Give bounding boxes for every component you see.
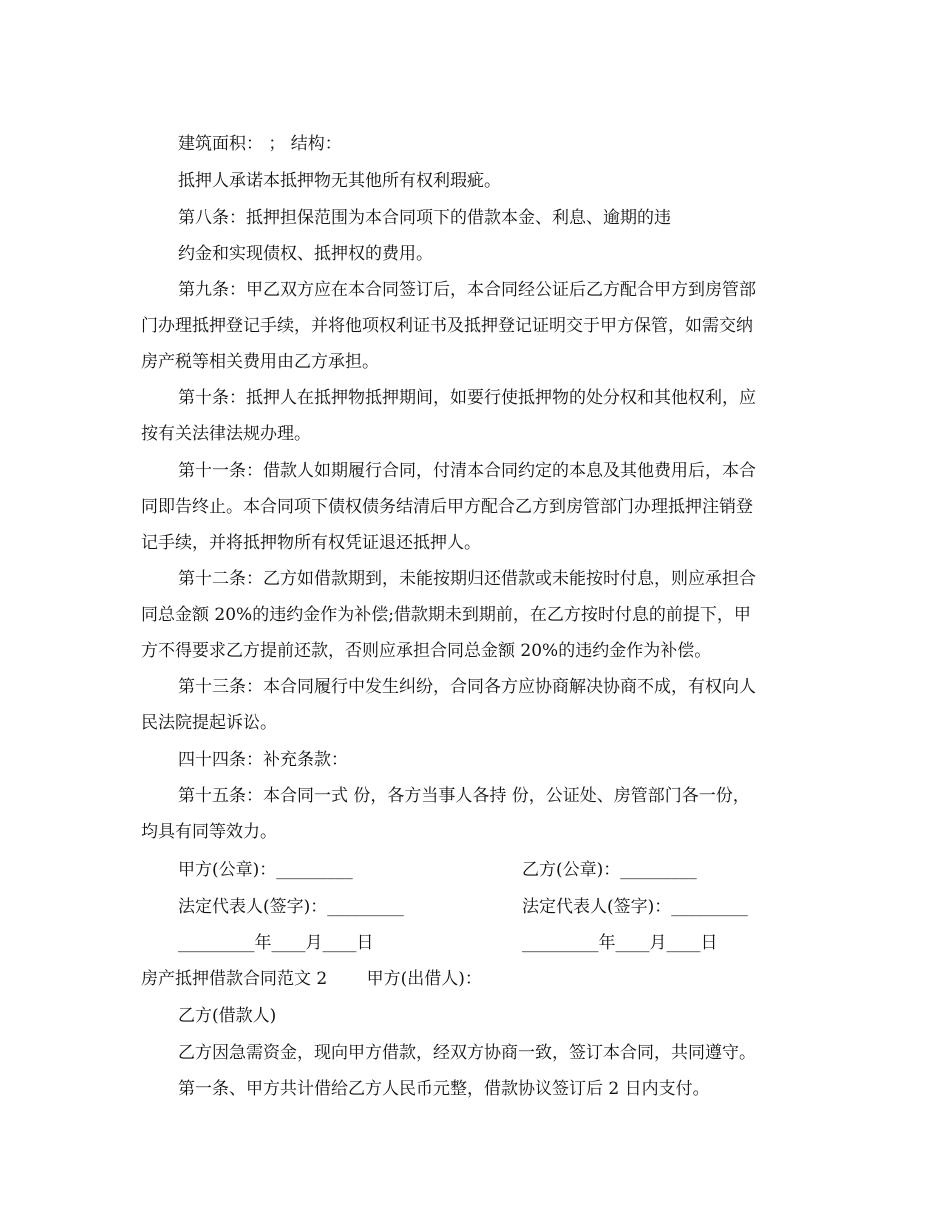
paragraph-line: 记手续，并将抵押物所有权凭证退还抵押人。 — [141, 533, 481, 553]
paragraph-line: 门办理抵押登记手续，并将他项权利证书及抵押登记证明交于甲方保管，如需交纳 — [141, 316, 753, 336]
article-10-line: 第十条：抵押人在抵押物抵押期间，如要行使抵押物的处分权和其他权利，应 — [178, 388, 756, 408]
party-a-seal: 甲方(公章)：_________ — [178, 860, 353, 880]
article-9-line: 第九条：甲乙双方应在本合同签订后，本合同经公证后乙方配合甲方到房管部 — [178, 280, 756, 300]
borrower-line: 乙方(借款人) — [178, 1006, 277, 1026]
paragraph-line: 方不得要求乙方提前还款，否则应承担合同总金额 20%的违约金作为补偿。 — [141, 641, 712, 661]
article-11-line: 第十一条：借款人如期履行合同，付清本合同约定的本息及其他费用后，本合 — [178, 461, 756, 481]
paragraph-line: 抵押人承诺本抵押物无其他所有权利瑕疵。 — [178, 171, 501, 191]
party-b-representative: 法定代表人(签字)：_________ — [522, 897, 748, 917]
article-1-line: 第一条、甲方共计借给乙方人民币元整，借款协议签订后 2 日内支付。 — [178, 1079, 710, 1099]
intro-line: 乙方因急需资金，现向甲方借款，经双方协商一致，签订本合同，共同遵守。 — [178, 1043, 756, 1063]
article-8-line: 第八条：抵押担保范围为本合同项下的借款本金、利息、逾期的违 — [178, 208, 671, 228]
building-area-line: 建筑面积： ； 结构： — [178, 134, 342, 154]
article-13-line: 第十三条：本合同履行中发生纠纷，合同各方应协商解决协商不成，有权向人 — [178, 677, 756, 697]
paragraph-line: 按有关法律法规办理。 — [141, 424, 311, 444]
paragraph-line: 民法院提起诉讼。 — [141, 713, 277, 733]
paragraph-line: 房产税等相关费用由乙方承担。 — [141, 352, 379, 372]
paragraph-line: 均具有同等效力。 — [141, 822, 277, 842]
second-contract-title: 房产抵押借款合同范文 2 甲方(出借人)： — [141, 969, 482, 989]
party-b-date: _________年____月____日 — [522, 933, 718, 953]
article-12-line: 第十二条：乙方如借款期到，未能按期归还借款或未能按时付息，则应承担合 — [178, 569, 756, 589]
paragraph-line: 约金和实现债权、抵押权的费用。 — [178, 244, 433, 264]
article-15-line: 第十五条：本合同一式 份，各方当事人各持 份，公证处、房管部门各一份， — [178, 786, 750, 806]
paragraph-line: 同即告终止。本合同项下债权债务结清后甲方配合乙方到房管部门办理抵押注销登 — [141, 497, 753, 517]
paragraph-line: 同总金额 20%的违约金作为补偿;借款期未到期前，在乙方按时付息的前提下，甲 — [141, 605, 751, 625]
party-b-seal: 乙方(公章)：_________ — [522, 860, 697, 880]
article-14-line: 四十四条：补充条款： — [178, 750, 348, 770]
party-a-date: _________年____月____日 — [178, 933, 374, 953]
party-a-representative: 法定代表人(签字)：_________ — [178, 897, 404, 917]
